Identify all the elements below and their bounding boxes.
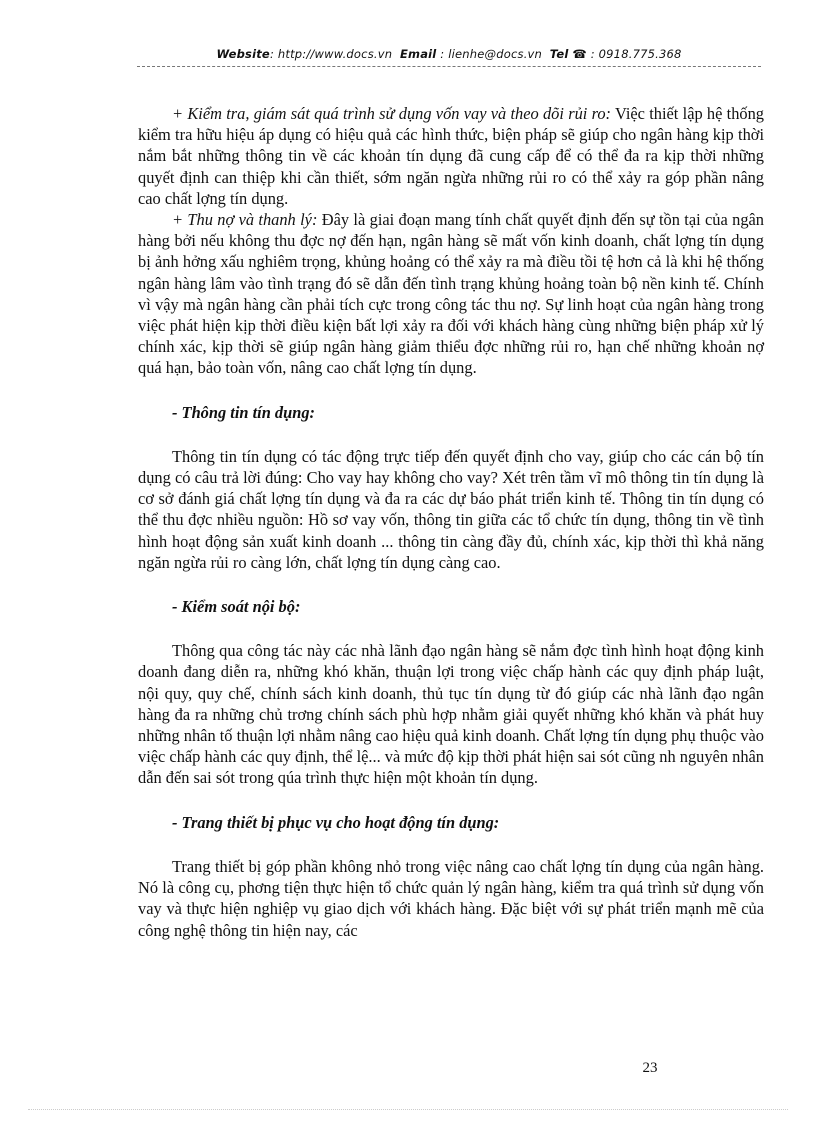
tel-value: ☎ : 0918.775.368: [572, 47, 682, 61]
paragraph-debt-collection: [138, 209, 764, 379]
paragraph-debt-collection-lead: + Thu nợ và thanh lý:: [172, 210, 318, 230]
paragraph-internal-control: Thông qua công tác này các nhà lãnh đạo ngân hàng sẽ nắm đợc tình hình hoạt động kinh doanh đang diễn ra, những khó khăn, thuận lợi trong việc chấp hành các quy định pháp luật, nội quy, quy chế, chính sách kinh doanh, thủ tục tín dụng từ đó giúp các nhà lãnh đạo ngân hàng đa ra những chủ trơng chính sách phù hợp nhằm giải quyết những khó khăn và phát huy những nhân tố thuận lợi nhằm nâng cao hiệu quả kinh doanh. Chất lợng tín dụng phụ thuộc vào việc chấp hành các quy định, thể lệ... và mức độ kịp thời phát hiện sai sót cũng nh nguyên nhân dẫn đến sai sót trong qúa trình thực hiện một khoản tín dụng.: [138, 641, 764, 788]
heading-equipment: - Trang thiết bị phục vụ cho hoạt động tín dụng:: [172, 812, 500, 832]
page-number: 23: [642, 1060, 658, 1076]
document-body: [138, 103, 764, 941]
paragraph-monitoring-lead: + Kiểm tra, giám sát quá trình sử dụng vốn vay và theo dõi rủi ro:: [172, 104, 612, 123]
page-bottom-divider: [28, 1109, 788, 1110]
header-divider: [137, 66, 761, 67]
heading-internal-control: - Kiểm soát nội bộ:: [172, 597, 301, 617]
paragraph-credit-information: Thông tin tín dụng có tác động trực tiếp đến quyết định cho vay, giúp cho các cán bộ tín dụng có câu trả lời đúng: Cho vay hay không cho vay? Xét trên tầm vĩ mô thông tin tín dụng là cơ sở đánh giá chất lợng tín dụng và đa ra các dự báo phát triển kinh tế. Thông tin tín dụng có thể thu đợc nhiều nguồn: Hồ sơ vay vốn, thông tin giữa các tổ chức tín dụng, thông tin về tình hình hoạt động sản xuất kinh doanh ... thông tin càng đầy đủ, chính xác, kịp thời thì khả năng ngăn ngừa rủi ro càng lớn, chất lợng tín dụng càng cao.: [138, 446, 764, 572]
page-header: [137, 47, 761, 61]
website-value[interactable]: : http://www.docs.vn: [269, 47, 393, 61]
paragraph-debt-collection-text: Đây là giai đoạn mang tính chất quyết định đến sự tồn tại của ngân hàng bởi nếu không thu đợc nợ đến hạn, ngân hàng sẽ mất vốn kinh doanh, chất lợng tín dụng bị ảnh hởng xấu nghiêm trọng, khủng hoảng có thể xảy ra mà điều tồi tệ hơn cả là khi hệ thống ngân hàng lâm vào tình trạng đó sẽ dẫn đến tình trạng khủng hoảng toàn bộ nền kinh tế. Chính vì vậy mà ngân hàng cần phải tích cực trong công tác thu nợ. Sự linh hoạt của ngân hàng trong việc phát hiện kịp thời điều kiện bất lợi xảy ra đối với khách hàng cùng những biện pháp xử lý chính xác, kịp thời sẽ giúp ngân hàng giảm thiểu đợc những rủi ro, hạn chế những khoản nợ quá hạn, bảo toàn vốn, nâng cao chất lợng tín dụng.: [138, 210, 764, 378]
paragraph-equipment: Trang thiết bị góp phần không nhỏ trong việc nâng cao chất lợng tín dụng của ngân hàng. Nó là công cụ, phơng tiện thực hiện tổ chức quản lý ngân hàng, kiểm tra quá trình sử dụng vốn vay và thực hiện nghiệp vụ giao dịch với khách hàng. Đặc biệt với sự phát triển mạnh mẽ của công nghệ thông tin hiện nay, các: [138, 856, 764, 940]
email-label: Email: [399, 47, 437, 61]
heading-credit-information: - Thông tin tín dụng:: [172, 402, 316, 422]
paragraph-monitoring: [138, 103, 764, 209]
email-value[interactable]: : lienhe@docs.vn: [440, 47, 543, 61]
website-label: Website: [216, 47, 270, 61]
paragraph-monitoring-text: Việc thiết lập hệ thống kiểm tra hữu hiệu áp dụng có hiệu quả các hình thức, biện pháp sẽ giúp cho ngân hàng kịp thời nắm bắt những thông tin về các khoản tín dụng đã cung cấp để có thể đa ra kịp thời những quyết định can thiệp khi cần thiết, sớm ngăn ngừa những rủi ro có thể xảy ra góp phần nâng cao chất lợng tín dụng.: [138, 104, 765, 208]
tel-label: Tel: [549, 47, 569, 61]
